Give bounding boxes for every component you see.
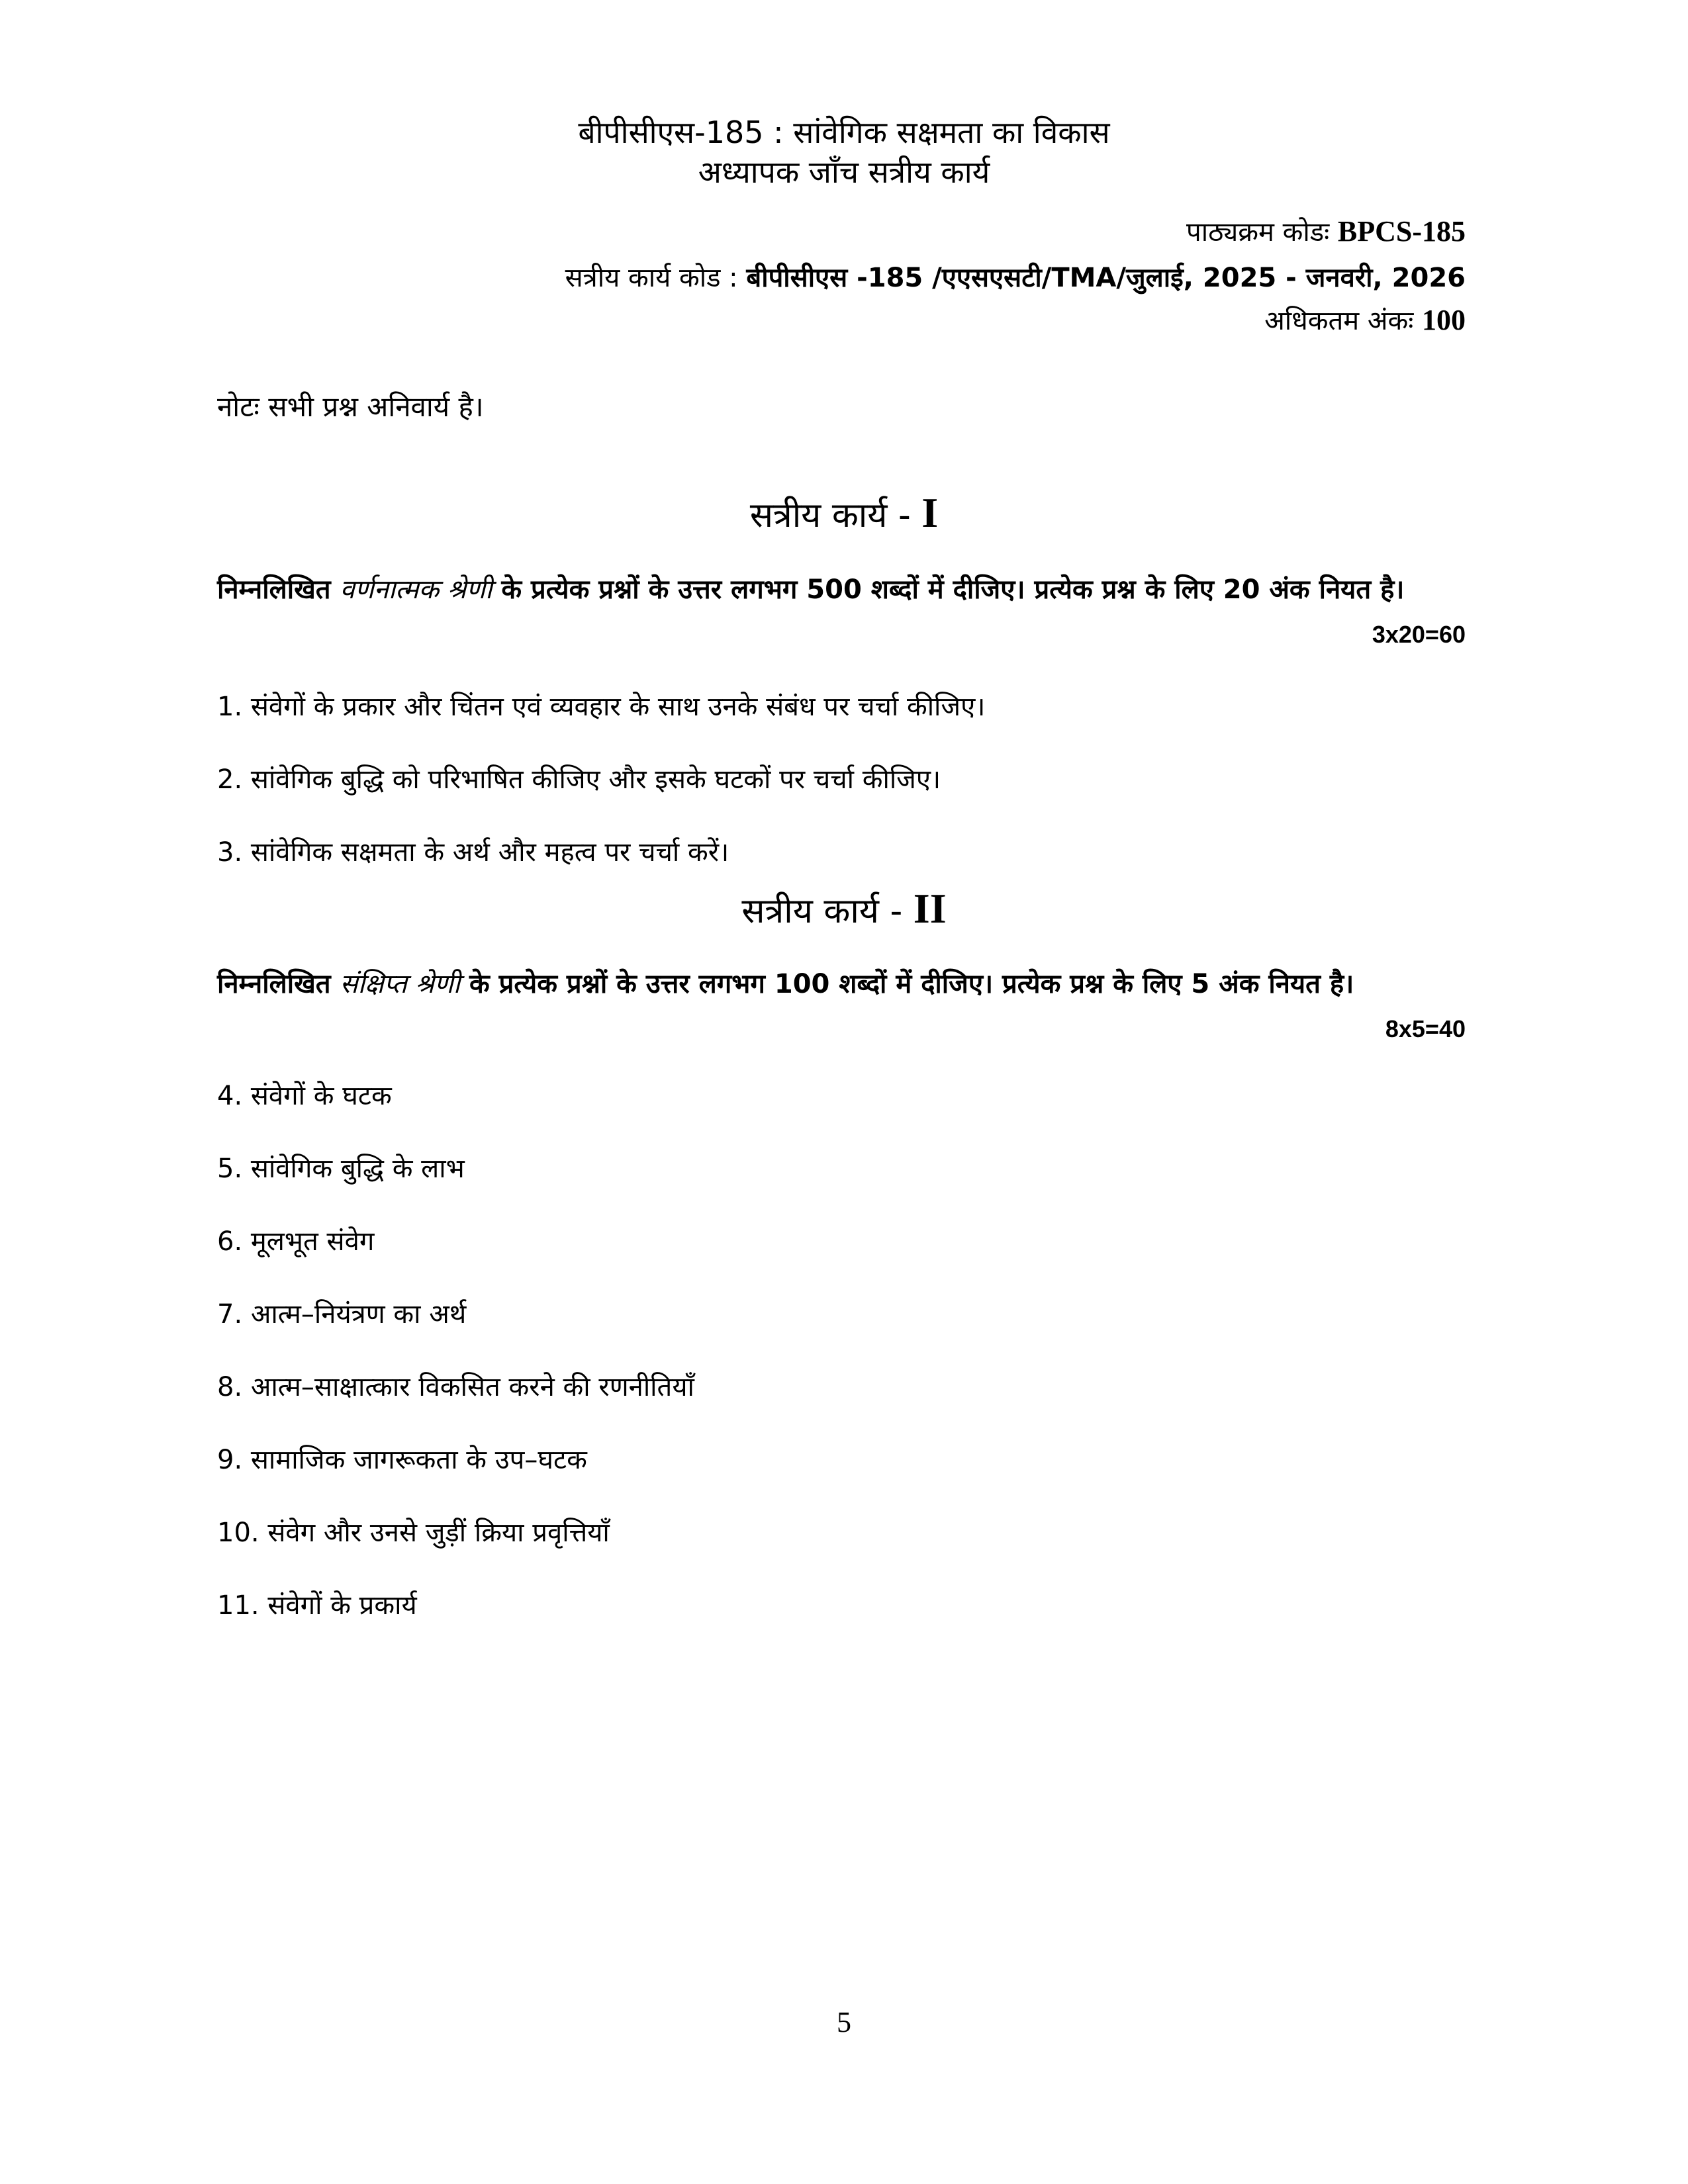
course-code-label: पाठ्यक्रम कोडः (1186, 217, 1330, 248)
page-number: 5 (837, 2006, 851, 2038)
course-code-line (1186, 213, 1466, 251)
instruction-text: के प्रत्येक प्रश्नों के उत्तर लगभग 500 शब्दों में दीजिए। प्रत्येक प्रश्न के लिए 20 अंक नियत है। (501, 574, 1405, 605)
instruction-text: के प्रत्येक प्रश्नों के उत्तर लगभग 100 शब्दों में दीजिए। प्रत्येक प्रश्न के लिए 5 अंक नियत है। (469, 969, 1354, 999)
section-instruction-2 (217, 964, 1466, 1005)
assignment-code-label: सत्रीय कार्य कोड : (565, 263, 738, 293)
section-instruction-1 (217, 569, 1466, 610)
question-3: 3. सांवेगिक सक्षमता के अर्थ और महत्व पर चर्चा करें। (217, 837, 729, 868)
max-marks-line (1264, 302, 1466, 340)
section-heading-2 (0, 886, 1688, 934)
instruction-prefix: निम्नलिखित (217, 969, 331, 999)
section-heading-text: सत्रीय कार्य - (741, 891, 903, 931)
section-marks-2: 8x5=40 (1385, 1015, 1466, 1042)
document-subtitle: अध्यापक जाँच सत्रीय कार्य (698, 154, 990, 190)
section-roman-numeral: I (921, 489, 939, 536)
question-1: 1. संवेगों के प्रकार और चिंतन एवं व्यवहार के साथ उनके संबंध पर चर्चा कीजिए। (217, 692, 986, 722)
course-code-value: BPCS-185 (1337, 215, 1466, 248)
question-10: 10. संवेग और उनसे जुड़ीं क्रिया प्रवृत्तियाँ (217, 1518, 610, 1548)
instruction-category: वर्णनात्मक श्रेणी (340, 574, 492, 605)
question-6: 6. मूलभूत संवेग (217, 1226, 375, 1257)
question-8: 8. आत्म–साक्षात्कार विकसित करने की रणनीतियाँ (217, 1372, 694, 1402)
question-5: 5. सांवेगिक बुद्धि के लाभ (217, 1154, 465, 1184)
max-marks-value: 100 (1422, 304, 1466, 336)
question-9: 9. सामाजिक जागरूकता के उप–घटक (217, 1445, 587, 1475)
note: नोटः सभी प्रश्न अनिवार्य है। (217, 390, 484, 423)
instruction-category: संक्षिप्त श्रेणी (340, 969, 461, 999)
document-title: बीपीसीएस-185 : सांवेगिक सक्षमता का विकास (578, 114, 1110, 150)
instruction-prefix: निम्नलिखित (217, 574, 331, 605)
question-11: 11. संवेगों के प्रकार्य (217, 1590, 417, 1621)
max-marks-label: अधिकतम अंकः (1264, 306, 1414, 336)
assignment-code-line (565, 259, 1466, 296)
section-roman-numeral: II (913, 885, 947, 932)
assignment-code-value: बीपीसीएस -185 /एएसएसटी/TMA/जुलाई, 2025 - जनवरी, 2026 (746, 263, 1466, 293)
question-7: 7. आत्म–नियंत्रण का अर्थ (217, 1299, 467, 1330)
section-heading-1 (0, 490, 1688, 539)
section-heading-text: सत्रीय कार्य - (749, 496, 911, 535)
section-marks-1: 3x20=60 (1372, 621, 1466, 648)
question-2: 2. सांवेगिक बुद्धि को परिभाषित कीजिए और इसके घटकों पर चर्चा कीजिए। (217, 764, 941, 795)
question-4: 4. संवेगों के घटक (217, 1081, 392, 1111)
